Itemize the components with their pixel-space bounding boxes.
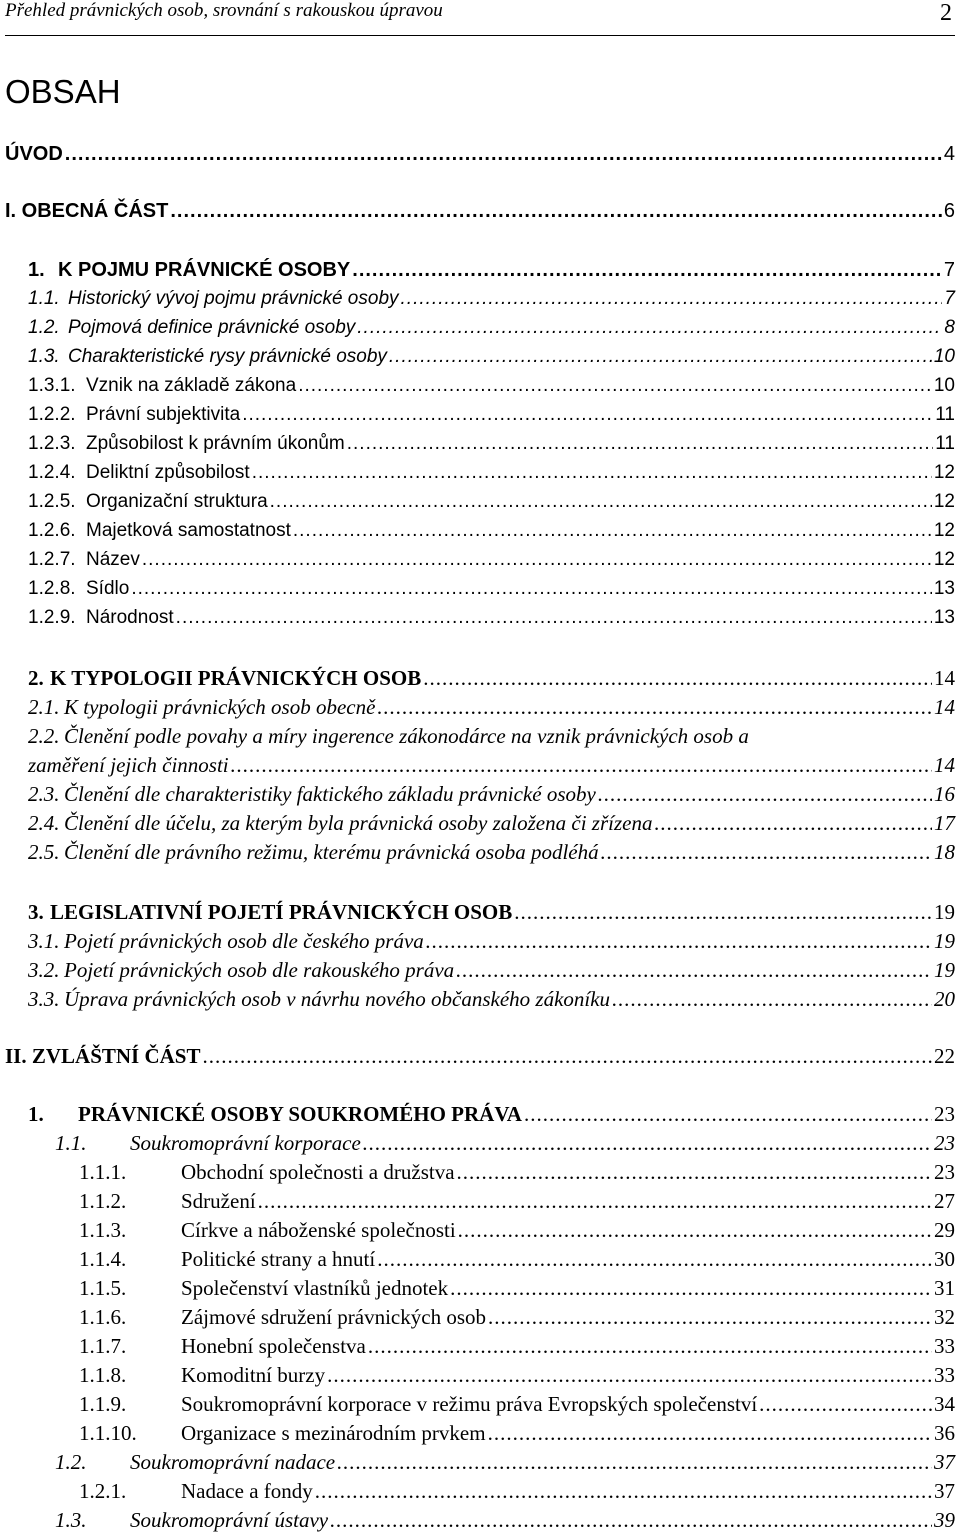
toc-entry[interactable] [0, 578, 955, 600]
toc-leader [363, 1131, 932, 1156]
toc-entry[interactable] [0, 433, 955, 455]
toc-entry[interactable] [0, 288, 955, 310]
toc-leader [65, 143, 942, 166]
toc-entry-page: 39 [934, 1508, 955, 1532]
toc-entry-page: 31 [934, 1276, 955, 1300]
toc-entry-number: 1.2.1. [79, 1479, 127, 1503]
header-title: Přehled právnických osob, srovnání s rakouskou úpravou [5, 0, 443, 21]
toc-leader [759, 1392, 932, 1417]
toc-leader [315, 1479, 932, 1504]
toc-entry-number: 2.3. [28, 782, 60, 806]
toc-entry[interactable] [0, 1218, 955, 1243]
toc-entry[interactable] [0, 259, 955, 282]
toc-leader [488, 1305, 932, 1330]
toc-entry-number: 1.1.9. [79, 1392, 127, 1416]
toc-entry[interactable] [0, 666, 955, 691]
toc-entry-page: 14 [934, 666, 955, 690]
toc-entry-number: 1.1. [55, 1131, 87, 1155]
toc-leader [377, 695, 932, 720]
toc-entry-label: Deliktní způsobilost [86, 462, 250, 483]
toc-entry-number: 1.2.7. [28, 549, 76, 570]
toc-leader [457, 1160, 932, 1185]
toc-entry-label: Obchodní společnosti a družstva [181, 1160, 455, 1184]
toc-entry[interactable] [0, 1363, 955, 1388]
toc-entry[interactable] [0, 346, 955, 368]
toc-entry-number: 1.2.6. [28, 520, 76, 541]
toc-entry[interactable] [0, 724, 955, 749]
toc-leader [242, 404, 933, 426]
toc-leader [258, 1189, 932, 1214]
toc-leader [377, 1247, 932, 1272]
toc-entry-number: 2. [28, 666, 44, 690]
toc-entry-number: 2.4. [28, 811, 60, 835]
toc-entry[interactable] [0, 782, 955, 807]
toc-entry-number: 1.3. [55, 1508, 87, 1532]
toc-entry-page: 17 [934, 811, 955, 835]
toc-entry-page: 23 [934, 1102, 955, 1126]
toc-leader [170, 200, 942, 223]
toc-entry-page: 20 [934, 987, 955, 1011]
toc-entry-label: Soukromoprávní korporace v režimu práva Evropských společenství [181, 1392, 758, 1416]
toc-entry-number: 1.2.9. [28, 607, 76, 628]
toc-entry-page: 30 [934, 1247, 955, 1271]
toc-entry-number: 1.2.4. [28, 462, 76, 483]
toc-entry-number: 1. [28, 259, 45, 281]
toc-entry-number: 1.1.10. [79, 1421, 137, 1445]
toc-entry-number: 1.2. [55, 1450, 87, 1474]
toc-entry-label: Členění dle účelu, za kterým byla právnická osoby založena či zřízena [64, 811, 653, 835]
toc-entry[interactable] [0, 1044, 955, 1069]
toc-leader [598, 782, 932, 807]
toc-entry[interactable] [0, 404, 955, 426]
toc-entry-page: 36 [934, 1421, 955, 1445]
toc-entry[interactable] [0, 1305, 955, 1330]
toc-entry-number: 1.1.2. [79, 1189, 127, 1213]
toc-entry-number: 3.3. [28, 987, 60, 1011]
toc-entry[interactable] [0, 958, 955, 983]
toc-entry[interactable] [0, 840, 955, 865]
toc-entry-label: Členění dle charakteristiky faktického základu právnické osoby [64, 782, 596, 806]
toc-entry-page: 13 [933, 578, 955, 599]
toc-entry-label: I. OBECNÁ ČÁST [5, 200, 169, 222]
toc-entry-label: K typologii právnických osob obecně [64, 695, 376, 719]
toc-leader [131, 578, 932, 600]
toc-leader [337, 1450, 932, 1475]
toc-leader [270, 491, 932, 513]
toc-leader [401, 288, 943, 310]
toc-entry-number: 2.5. [28, 840, 60, 864]
toc-entry-page: 34 [934, 1392, 955, 1416]
toc-entry-label: Pojetí právnických osob dle rakouského práva [64, 958, 455, 982]
toc-entry-number: 2.2. [28, 724, 60, 748]
toc-entry-label: Soukromoprávní korporace [130, 1131, 361, 1155]
toc-leader [357, 317, 942, 339]
toc-entry[interactable] [0, 1189, 955, 1214]
toc-entry-number: 1.1.3. [79, 1218, 127, 1242]
toc-entry[interactable] [0, 491, 955, 513]
toc-leader [330, 1508, 932, 1533]
toc-entry-page: 11 [935, 433, 955, 454]
toc-entry-label: PRÁVNICKÉ OSOBY SOUKROMÉHO PRÁVA [78, 1102, 522, 1126]
toc-leader [514, 900, 932, 925]
toc-entry-page: 27 [934, 1189, 955, 1213]
toc-entry[interactable] [0, 811, 955, 836]
toc-entry-page: 7 [943, 259, 955, 281]
toc-entry-page: 4 [943, 143, 955, 165]
toc-entry-number: 3.1. [28, 929, 60, 953]
toc-entry[interactable] [0, 1334, 955, 1359]
toc-entry-label: Charakteristické rysy právnické osoby [68, 346, 387, 367]
toc-entry-label: Pojetí právnických osob dle českého práva [64, 929, 424, 953]
running-header [5, 0, 955, 30]
toc-entry[interactable] [0, 1160, 955, 1185]
toc-entry-label: Soukromoprávní ústavy [130, 1508, 329, 1532]
toc-entry-label: Úprava právnických osob v návrhu nového občanského zákoníku [64, 987, 611, 1011]
toc-entry[interactable] [0, 1392, 955, 1417]
toc-leader [423, 666, 932, 691]
toc-entry-page: 12 [933, 549, 955, 570]
toc-entry-page: 6 [943, 200, 955, 222]
toc-entry-page: 14 [934, 753, 955, 777]
toc-entry-label: Členění podle povahy a míry ingerence zákonodárce na vznik právnických osob a [64, 724, 749, 748]
toc-entry-number: 1.3.1. [28, 375, 76, 396]
toc-leader [252, 462, 932, 484]
toc-entry-label: Národnost [86, 607, 174, 628]
toc-leader [176, 607, 932, 629]
toc-entry[interactable] [0, 375, 955, 397]
toc-leader [524, 1102, 932, 1127]
toc-entry-page: 23 [934, 1160, 955, 1184]
toc-entry-number: 1.3. [28, 346, 60, 367]
toc-entry-label: Název [86, 549, 140, 570]
toc-entry[interactable] [0, 695, 955, 720]
toc-entry-page: 37 [934, 1450, 955, 1474]
toc-entry-label: K POJMU PRÁVNICKÉ OSOBY [58, 259, 351, 281]
toc-entry-page: 19 [934, 929, 955, 953]
toc-entry-page: 29 [934, 1218, 955, 1242]
toc-entry-page: 33 [934, 1334, 955, 1358]
toc-entry-page: 32 [934, 1305, 955, 1329]
page-number: 2 [940, 0, 952, 26]
toc-leader [458, 1218, 932, 1243]
toc-entry[interactable] [0, 1421, 955, 1446]
toc-leader [231, 753, 932, 778]
toc-entry-number: 3. [28, 900, 44, 924]
toc-entry-label: LEGISLATIVNÍ POJETÍ PRÁVNICKÝCH OSOB [50, 900, 513, 924]
toc-entry-page: 11 [935, 404, 955, 425]
toc-leader [654, 811, 932, 836]
toc-entry-number: 1.1.4. [79, 1247, 127, 1271]
toc-leader [450, 1276, 932, 1301]
toc-entry[interactable] [0, 200, 955, 223]
toc-entry-number: 1.2.8. [28, 578, 76, 599]
toc-entry-label: Způsobilost k právním úkonům [86, 433, 345, 454]
toc-entry-page: 13 [933, 607, 955, 628]
toc-entry[interactable] [0, 317, 955, 339]
toc-entry-page: 16 [934, 782, 955, 806]
toc-entry-page: 19 [934, 958, 955, 982]
toc-entry-page: 7 [944, 288, 955, 309]
toc-entry-page: 18 [934, 840, 955, 864]
toc-entry-label: Honební společenstva [181, 1334, 366, 1358]
toc-leader [601, 840, 932, 865]
toc-entry[interactable] [0, 1131, 955, 1156]
toc-entry-page: 22 [934, 1044, 955, 1068]
toc-entry[interactable] [0, 929, 955, 954]
toc-entry-number: 1.2.2. [28, 404, 76, 425]
toc-entry[interactable] [0, 607, 955, 629]
toc-entry-label: Politické strany a hnutí [181, 1247, 376, 1271]
toc-entry-label: Historický vývoj pojmu právnické osoby [68, 288, 399, 309]
toc-entry-label: Komoditní burzy [181, 1363, 326, 1387]
toc-entry-label: Pojmová definice právnické osoby [68, 317, 356, 338]
toc-entry-page: 14 [934, 695, 955, 719]
toc-leader [612, 987, 932, 1012]
toc-entry-label: zaměření jejich činnosti [28, 753, 229, 777]
toc-entry-page: 10 [933, 375, 955, 396]
header-rule [5, 35, 955, 36]
toc-leader [488, 1421, 932, 1446]
toc-leader [142, 549, 932, 571]
toc-entry-label: Právní subjektivita [86, 404, 241, 425]
toc-title: OBSAH [5, 73, 121, 110]
toc-entry[interactable] [0, 1247, 955, 1272]
toc-entry[interactable] [0, 462, 955, 484]
toc-entry[interactable] [0, 1102, 955, 1127]
toc-entry-label: Členění dle právního režimu, kterému právnická osoba podléhá [64, 840, 599, 864]
toc-entry-page: 33 [934, 1363, 955, 1387]
toc-leader [426, 929, 932, 954]
toc-entry-label: ÚVOD [5, 143, 63, 165]
toc-entry[interactable] [0, 1450, 955, 1475]
toc-entry-label: Sdružení [181, 1189, 256, 1213]
toc-leader [298, 375, 932, 397]
toc-leader [327, 1363, 932, 1388]
toc-entry-label: Majetková samostatnost [86, 520, 291, 541]
toc-entry-label: Organizační struktura [86, 491, 268, 512]
toc-entry-page: 8 [944, 317, 955, 338]
toc-entry-number: 1.1.1. [79, 1160, 127, 1184]
toc-entry-label: Společenství vlastníků jednotek [181, 1276, 449, 1300]
toc-leader [347, 433, 934, 455]
toc-leader [456, 958, 932, 983]
toc-entry-page: 23 [934, 1131, 955, 1155]
toc-leader [352, 259, 942, 282]
toc-leader [368, 1334, 932, 1359]
toc-entry[interactable] [0, 1479, 955, 1504]
toc-entry[interactable] [0, 987, 955, 1012]
toc-entry[interactable] [0, 520, 955, 542]
toc-entry-label: Vznik na základě zákona [86, 375, 297, 396]
toc-leader [389, 346, 932, 368]
toc-entry-label: Organizace s mezinárodním prvkem [181, 1421, 486, 1445]
toc-entry-number: 1.1. [28, 288, 60, 309]
toc-entry[interactable] [0, 1508, 955, 1533]
toc-entry-page: 37 [934, 1479, 955, 1503]
toc-entry-number: 1.2.5. [28, 491, 76, 512]
toc-entry-number: 1.1.6. [79, 1305, 127, 1329]
toc-entry-number: 1.1.8. [79, 1363, 127, 1387]
toc-entry-label: II. ZVLÁŠTNÍ ČÁST [5, 1044, 201, 1068]
toc-entry[interactable] [0, 143, 955, 166]
toc-entry-page: 12 [933, 520, 955, 541]
toc-entry-label: Nadace a fondy [181, 1479, 313, 1503]
toc-entry-number: 1.2.3. [28, 433, 76, 454]
toc-entry-page: 12 [933, 462, 955, 483]
toc-entry-label: Soukromoprávní nadace [130, 1450, 336, 1474]
toc-entry[interactable] [0, 900, 955, 925]
toc-entry-page: 10 [933, 346, 955, 367]
toc-leader [202, 1044, 932, 1069]
toc-entry-label: Zájmové sdružení právnických osob [181, 1305, 486, 1329]
toc-entry-label: Sídlo [86, 578, 130, 599]
toc-entry-label: Církve a náboženské společnosti [181, 1218, 456, 1242]
toc-entry-number: 1.1.7. [79, 1334, 127, 1358]
toc-entry-label: K TYPOLOGII PRÁVNICKÝCH OSOB [50, 666, 422, 690]
toc-entry-number: 3.2. [28, 958, 60, 982]
toc-entry-number: 2.1. [28, 695, 60, 719]
toc-leader [293, 520, 932, 542]
toc-entry[interactable] [0, 1276, 955, 1301]
toc-entry[interactable] [0, 753, 955, 778]
toc-entry-number: 1.2. [28, 317, 60, 338]
toc-entry-number: 1. [28, 1102, 44, 1126]
toc-entry-page: 12 [933, 491, 955, 512]
toc-entry[interactable] [0, 549, 955, 571]
toc-entry-number: 1.1.5. [79, 1276, 127, 1300]
toc-entry-page: 19 [934, 900, 955, 924]
